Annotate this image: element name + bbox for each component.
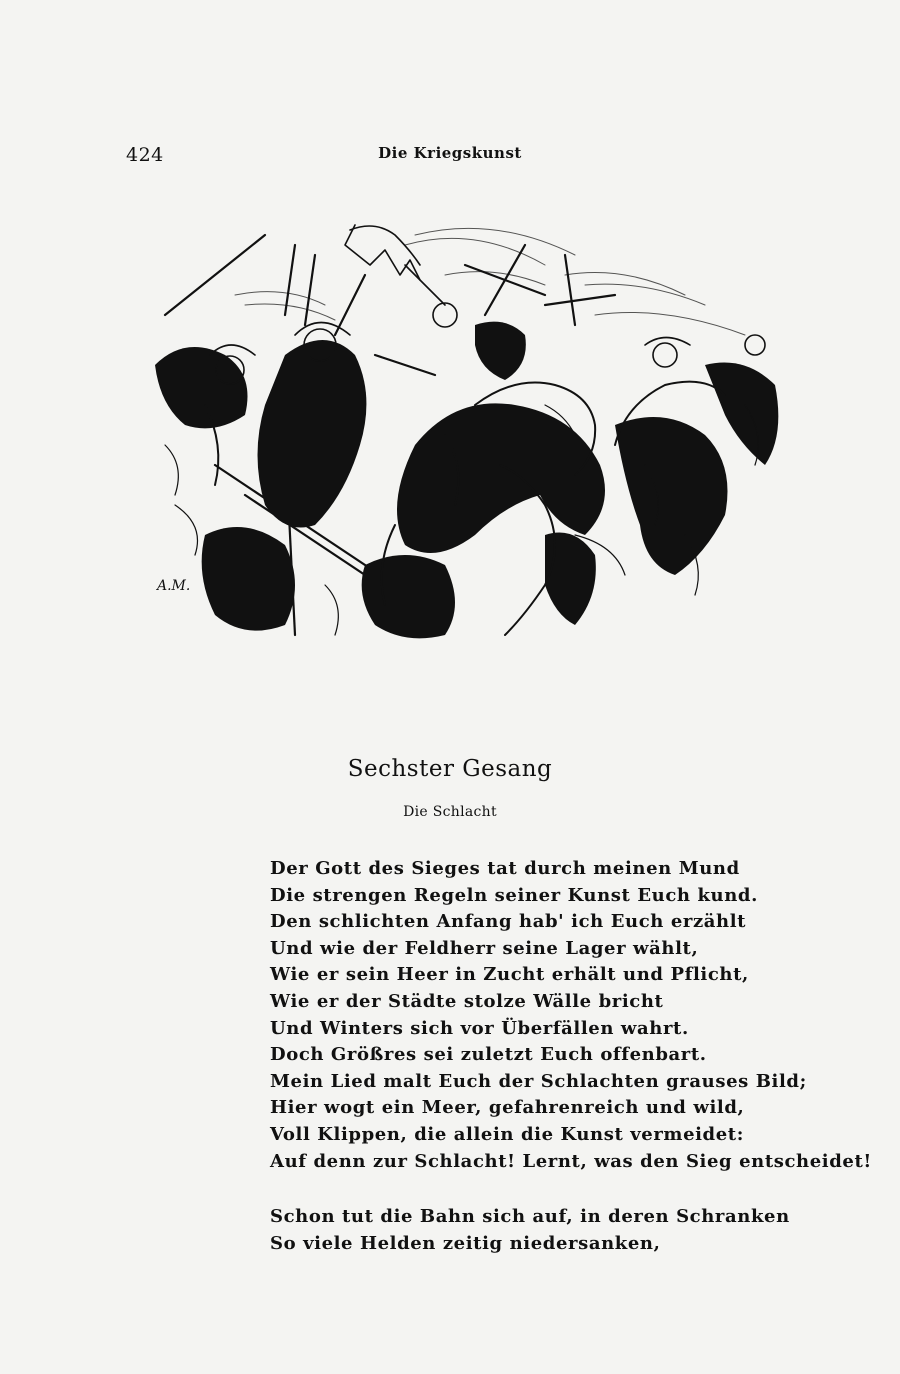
verse-line: Mein Lied malt Euch der Schlachten grauses Bild; <box>270 1070 807 1092</box>
cavalry-battle-illustration-icon <box>145 205 785 645</box>
illustration-signature: A.M. <box>157 578 191 594</box>
verse-line: Wie er sein Heer in Zucht erhält und Pflicht, <box>270 964 749 986</box>
verse-line: Auf denn zur Schlacht! Lernt, was den Sieg entscheidet! <box>270 1150 872 1172</box>
verse-line: Die strengen Regeln seiner Kunst Euch kund. <box>270 884 758 906</box>
verse-line: Schon tut die Bahn sich auf, in deren Schranken <box>270 1206 790 1227</box>
stanza-1 <box>270 856 872 1175</box>
verse-line: Wie er der Städte stolze Wälle bricht <box>270 990 664 1012</box>
stanza-2 <box>270 1204 790 1257</box>
verse-line: Der Gott des Sieges tat durch meinen Mund <box>270 858 740 879</box>
verse-line: Den schlichten Anfang hab' ich Euch erzählt <box>270 911 747 933</box>
verse-line: Voll Klippen, die allein die Kunst vermeidet: <box>270 1123 744 1145</box>
verse-line: Und wie der Feldherr seine Lager wählt, <box>270 937 699 959</box>
page-number: 424 <box>126 144 164 166</box>
running-title: Die Kriegskunst <box>378 144 522 162</box>
verse-line: Und Winters sich vor Überfällen wahrt. <box>270 1017 689 1039</box>
verse-line: Doch Größres sei zuletzt Euch offenbart. <box>270 1044 707 1066</box>
verse-line: So viele Helden zeitig niedersanken, <box>270 1232 661 1254</box>
verse-line: Hier wogt ein Meer, gefahrenreich und wild, <box>270 1097 745 1119</box>
canto-title: Sechster Gesang <box>347 756 553 782</box>
canto-subtitle: Die Schlacht <box>403 804 497 820</box>
